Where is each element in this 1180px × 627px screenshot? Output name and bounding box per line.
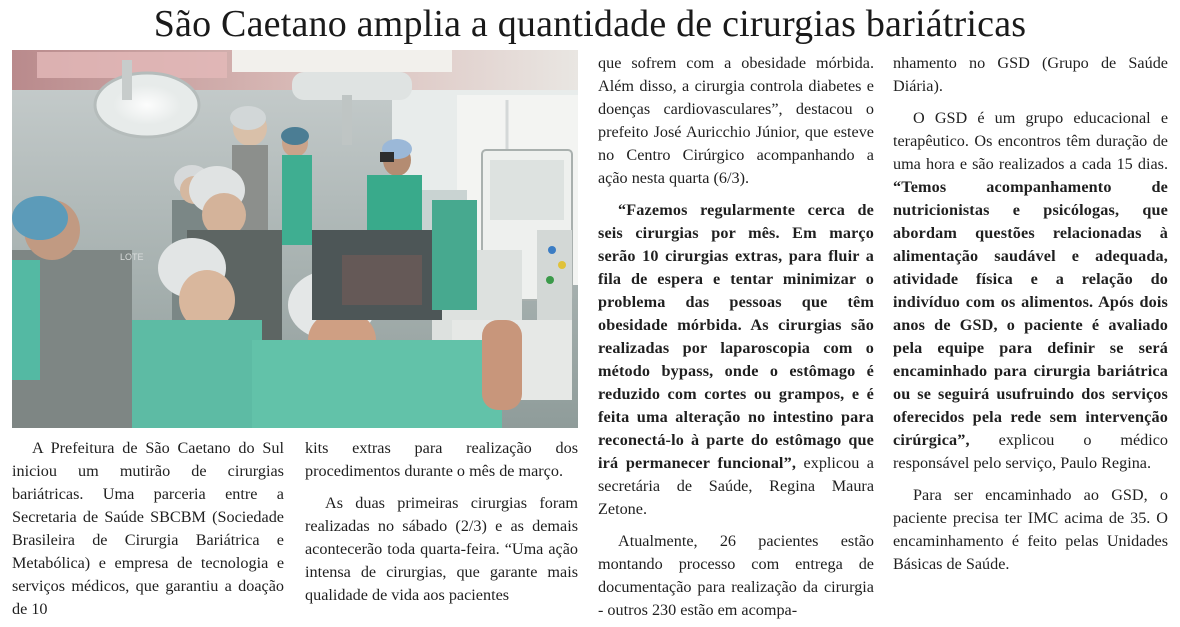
column-4 [893,52,1168,576]
column-1 [12,437,284,621]
quote-paragraph [598,199,874,521]
quote-paragraph [893,107,1168,475]
surgery-photo [12,50,578,428]
monitor-label: LOTE [120,252,144,262]
paragraph: nhamento no GSD (Grupo de Saúde Diária). [893,54,1168,95]
column-3 [598,52,874,622]
attribution-text: explicou o médico responsável pelo serviço, Paulo Regina. [893,431,1168,472]
paragraph: Para ser encaminhado ao GSD, o paciente precisa ter IMC acima de 35. O encaminhamento é feito pelas Unidades Básicas de Saúde. [893,486,1168,573]
paragraph: As duas primeiras cirurgias foram realizadas no sábado (2/3) e as demais acontecerão toda quarta-feira. “Uma ação intensa de cirurgias, que garante mais qualidade de vida aos pacientes [305,494,578,604]
paragraph: A Prefeitura de São Caetano do Sul iniciou um mutirão de cirurgias bariátricas. Uma parceria entre a Secretaria de Saúde SBCBM (Sociedade Brasileira de Cirurgia Bariátrica e Metabólica) e empresa de tecnologia e serviços médicos, que garantiu a doação de 10 [12,439,284,618]
column-2 [305,437,578,607]
article-headline: São Caetano amplia a quantidade de cirurgias bariátricas [153,3,1027,45]
paragraph: kits extras para realização dos procedimentos durante o mês de março. [305,439,578,480]
paragraph: que sofrem com a obesidade mórbida. Além disso, a cirurgia controla diabetes e doenças cardiovasculares”, destacou o prefeito José Auricchio Júnior, que esteve no Centro Cirúrgico acompanhando a ação nesta quarta (6/3). [598,54,874,187]
bold-quote: “Fazemos regularmente cerca de seis cirurgias por mês. Em março serão 10 cirurgias extras, para fluir a fila de espera e tentar minimizar o problema das pessoas que têm obesidade mórbida. As cirurgias são realizadas por laparoscopia com o método bypass, onde o estômago é reduzido com cortes ou grampos, e é feita uma alteração no intestino para reconectá-lo à parte do estômago que irá permanecer funcional”, [598,201,874,472]
paragraph: Atualmente, 26 pacientes estão montando processo com entrega de documentação para realização da cirurgia - outros 230 estão em acompa- [598,532,874,619]
bold-quote: “Temos acompanhamento de nutricionistas e psicólogas, que abordam questões relacionadas à alimentação saudável e adequada, atividade física e a relação do indivíduo com os alimentos. Após dois anos de GSD, o paciente é avaliado pela equipe para definir se será encaminhado para cirurgia bariátrica ou se seguirá usufruindo dos serviços oferecidos pela rede sem intervenção cirúrgica”, [893,178,1168,449]
attribution-text: explicou a secretária de Saúde, Regina Maura Zetone. [598,454,874,518]
intro-text: O GSD é um grupo educacional e terapêutico. Os encontros têm duração de uma hora e são realizados a cada 15 dias. [893,109,1168,173]
